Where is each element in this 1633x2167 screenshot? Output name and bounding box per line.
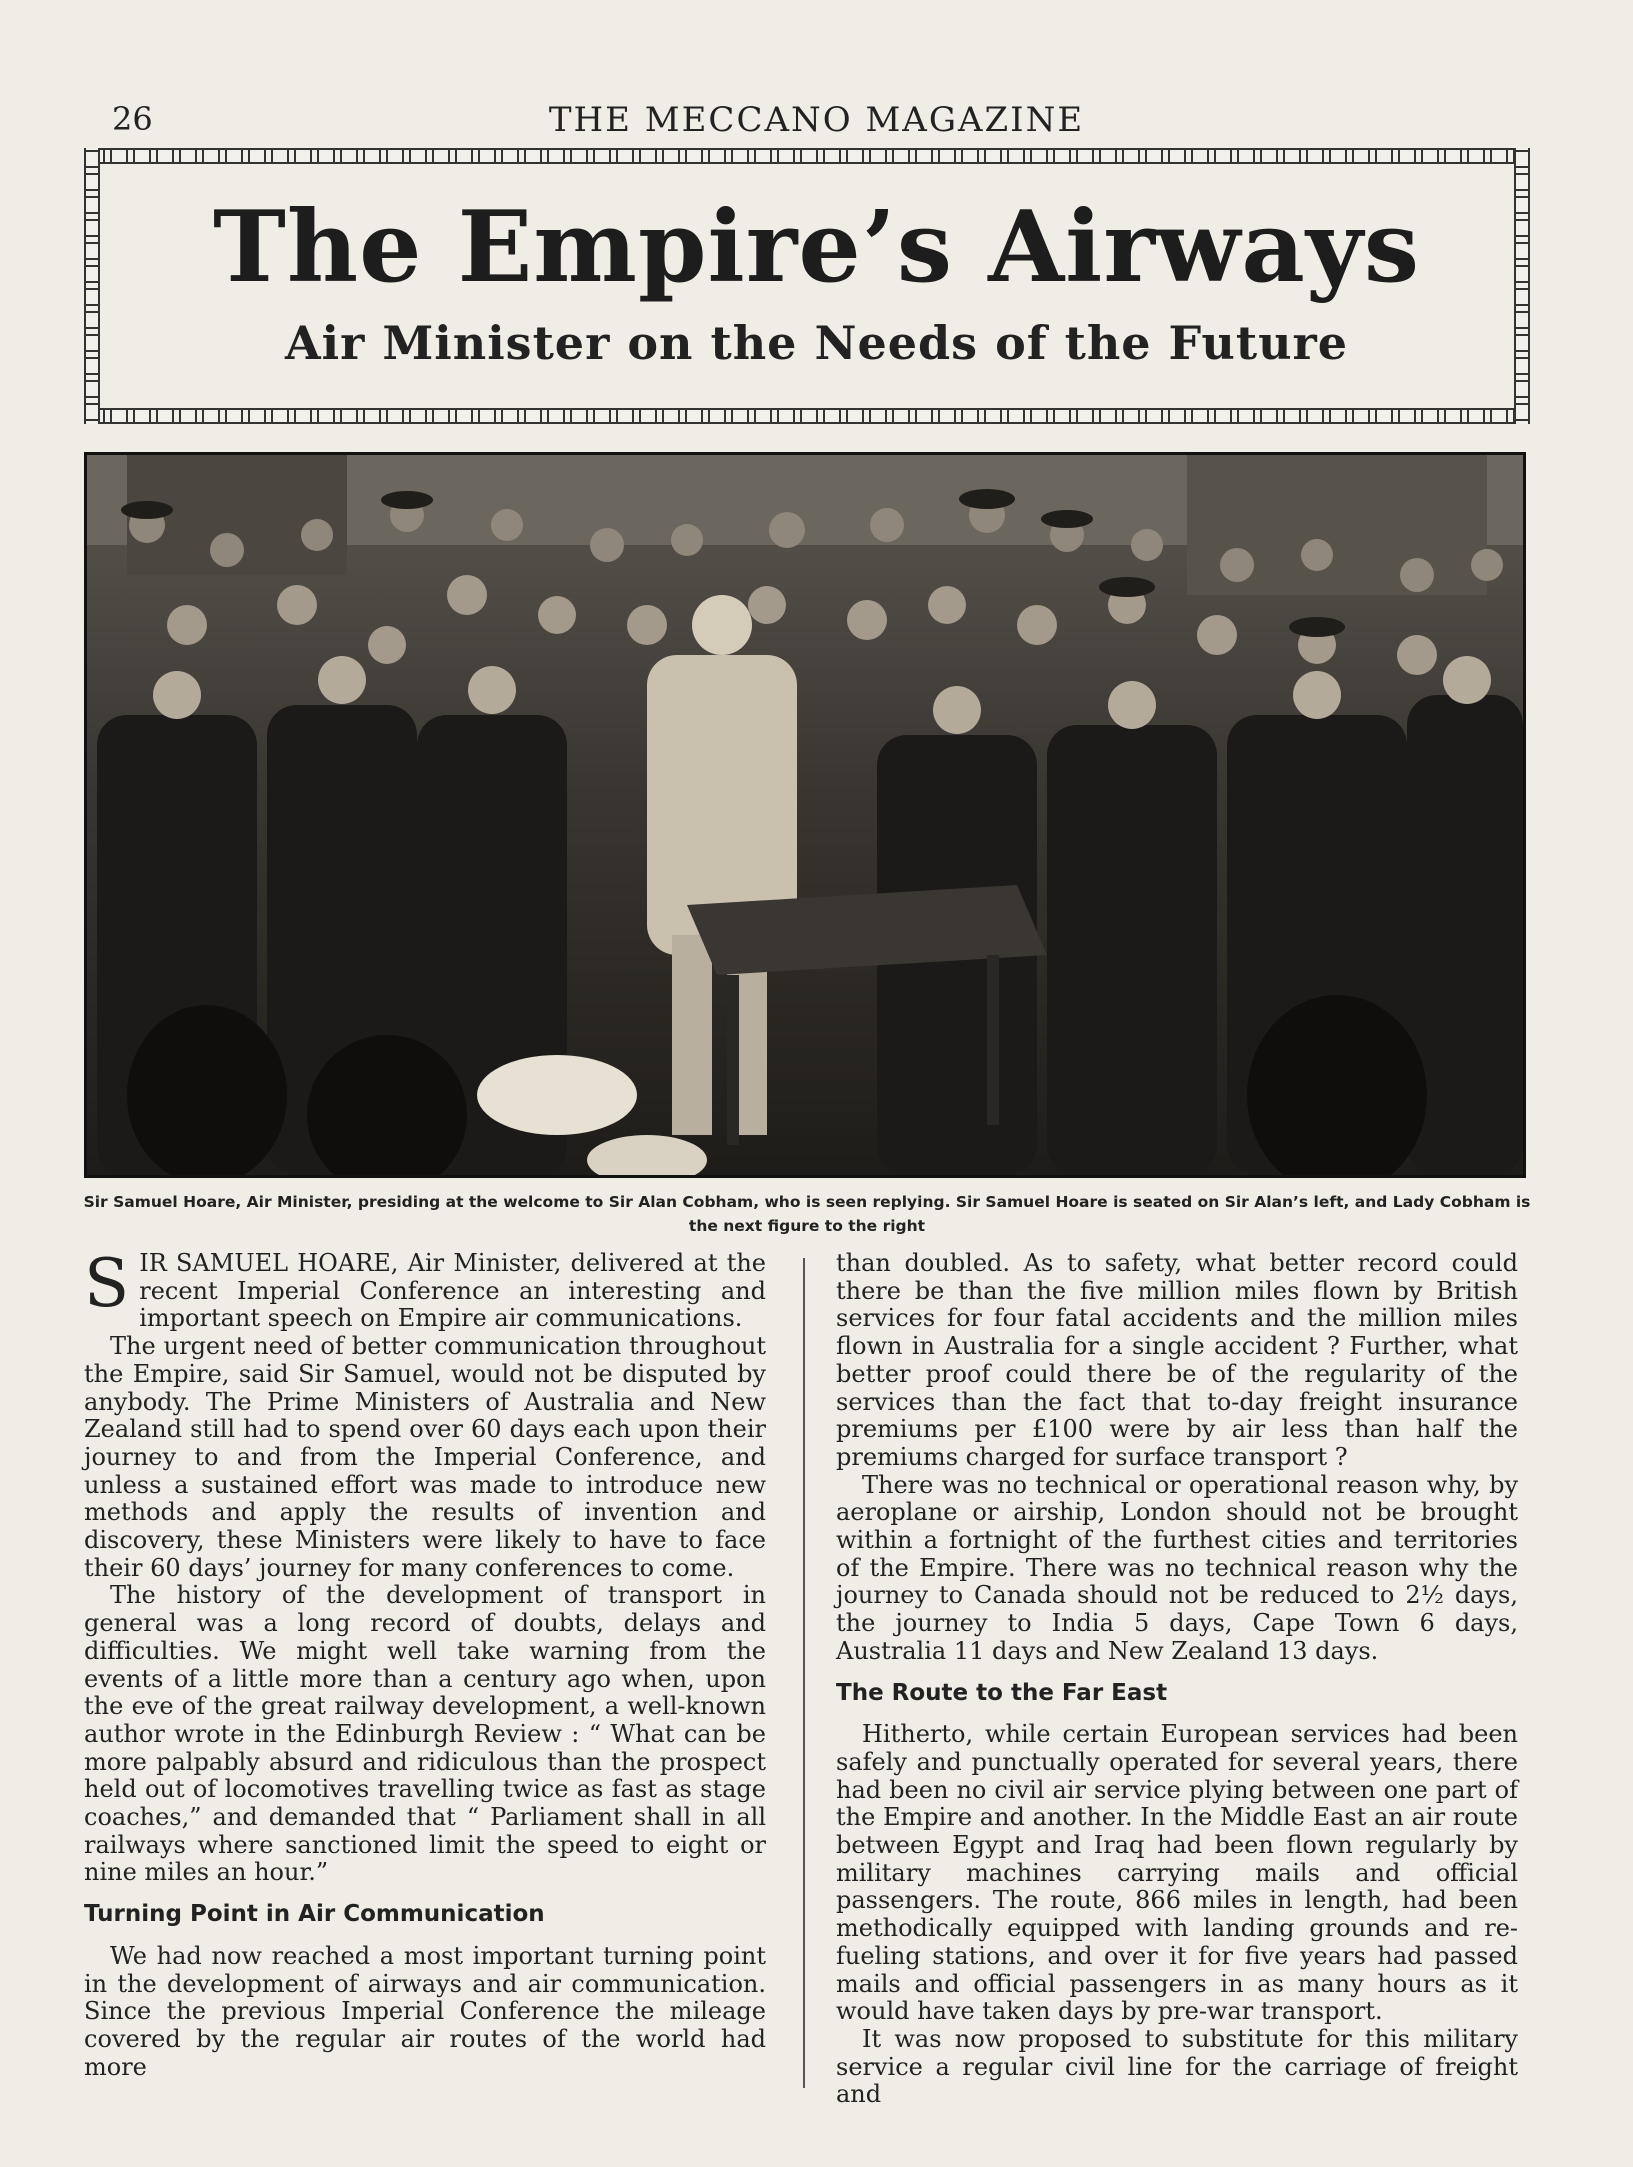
paragraph-8: It was now proposed to substitute for this military service a regular civil line for the carriage of freight and xyxy=(836,2024,1518,2109)
article-title: The Empire’s Airways xyxy=(212,190,1421,305)
photo-caption xyxy=(72,1190,1542,1238)
paragraph-5: than doubled. As to safety, what better record could there be than the five million miles flown by British services for four fatal accidents and the million miles flown in Australia for a single accident ? Further, what better proof could there be of the regularity of the services than the fact that to-day freight insurance premiums per £100 were by air less than half the premiums charged for surface transport ? xyxy=(836,1249,1518,1471)
caption-line-1: Sir Samuel Hoare, Air Minister, presiding at the welcome to Sir Alan Cobham, who is seen replying. Sir Samuel Hoare is seated on Sir Alan’s left, and Lady Cobham is xyxy=(83,1193,1531,1211)
drop-cap: S xyxy=(84,1245,130,1322)
column-divider xyxy=(803,1258,805,2088)
paragraph-4: We had now reached a most important turning point in the development of airways and air communication. Since the previous Imperial Conference the mileage covered by the regular air routes of the world had more xyxy=(84,1941,766,2081)
page-number: 26 xyxy=(112,100,153,138)
title-frame-top-border xyxy=(84,148,1530,164)
paragraph-1 xyxy=(84,1245,766,1333)
paragraph-7: Hitherto, while certain European services had been safely and punctually operated for several years, there had been no civil air service plying between one part of the Empire and another. In the Middle East an air route between Egypt and Iraq had been flown regularly by military machines carrying mails and official passengers. The route, 866 miles in length, had been methodically equipped with landing grounds and re-fueling stations, and over it for five years had passed mails and official passengers in as many hours as it would have taken days by pre-war transport. xyxy=(836,1720,1518,2026)
section-heading-turning-point: Turning Point in Air Communication xyxy=(84,1901,545,1928)
paragraph-6: There was no technical or operational reason why, by aeroplane or airship, London should not be brought within a fortnight of the furthest cities and territories of the Empire. There was no technical reason why the journey to Canada should not be reduced to 2½ days, the journey to India 5 days, Cape Town 6 days, Australia 11 days and New Zealand 13 days. xyxy=(836,1470,1518,1665)
paragraph-3: The history of the development of transport in general was a long record of doubts, delays and difficulties. We might well take warning from the events of a little more than a century ago when, upon the eve of the great railway development, a well-known author wrote in the Edinburgh Review : “ What can be more palpably absurd and ridiculous than the prospect held out of locomotives travelling twice as fast as stage coaches,” and demanded that “ Parliament shall in all railways where sanctioned limit the speed to eight or nine miles an hour.” xyxy=(84,1581,766,1887)
crowd-photo-illustration xyxy=(87,455,1523,1175)
crowd-photograph xyxy=(84,452,1526,1178)
paragraph-2: The urgent need of better communication throughout the Empire, said Sir Samuel, would not be disputed by anybody. The Prime Ministers of Australia and New Zealand still had to spend over 60 days each upon their journey to and from the Imperial Conference, and unless a sustained effort was made to introduce new methods and apply the results of invention and discovery, these Ministers were likely to have to face their 60 days’ journey for many conferences to come. xyxy=(84,1332,766,1582)
title-frame-bottom-border xyxy=(84,408,1530,424)
right-column xyxy=(836,1250,1518,2109)
magazine-title: THE MECCANO MAGAZINE xyxy=(548,100,1085,140)
caption-line-2: the next figure to the right xyxy=(688,1217,926,1235)
article-subtitle: Air Minister on the Needs of the Future xyxy=(284,316,1349,370)
paragraph-1-text: IR SAMUEL HOARE, Air Minister, delivered at the recent Imperial Conference an interesting and important speech on Empire air communications. xyxy=(139,1249,766,1333)
section-heading-far-east: The Route to the Far East xyxy=(836,1679,1168,1706)
left-column xyxy=(84,1245,766,2081)
